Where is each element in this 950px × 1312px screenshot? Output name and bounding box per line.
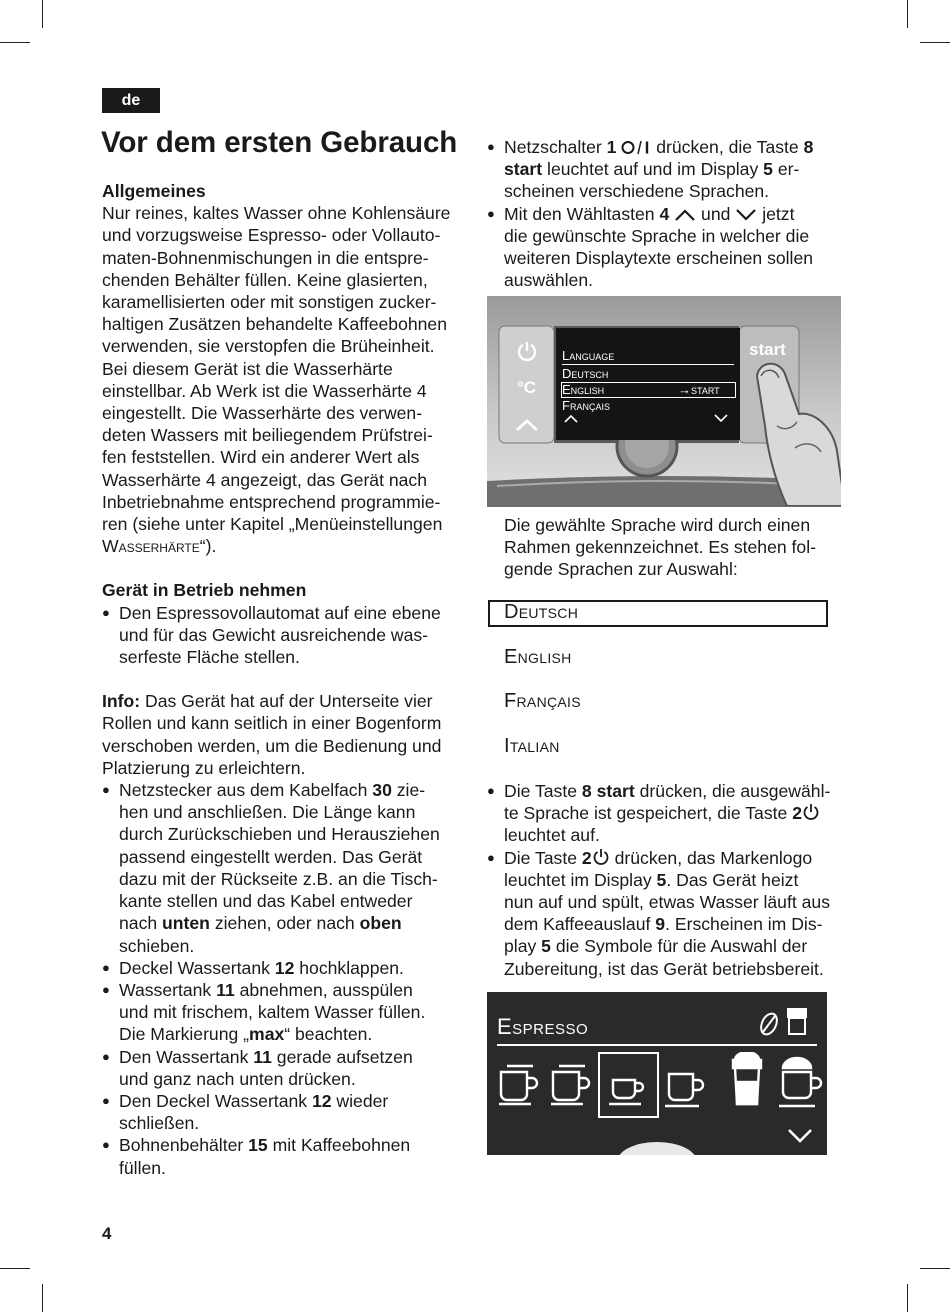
text-line: Nur reines, kaltes Wasser ohne Kohlensäure — [102, 203, 451, 224]
power-button-icon[interactable] — [516, 340, 538, 362]
list-item: ● Bohnenbehälter 15 mit Kaffeebohnen füllen. — [102, 1134, 467, 1178]
left-column — [102, 180, 467, 1179]
language-option[interactable]: English — [504, 646, 572, 668]
menu-divider — [562, 364, 734, 365]
display-divider — [497, 1044, 817, 1046]
screen-down-icon — [714, 414, 728, 423]
screen-up-icon — [564, 414, 578, 423]
start-button[interactable]: start — [749, 340, 786, 359]
menu-item[interactable]: Français — [562, 398, 610, 413]
display-title: Espresso — [497, 1014, 589, 1039]
list-item: ● Den Deckel Wassertank 12 wieder schließen. — [102, 1090, 467, 1134]
power-icon — [802, 803, 820, 821]
cappuccino-cup-icon[interactable] — [779, 1058, 821, 1106]
text-line: gende Sprachen zur Auswahl: — [504, 559, 738, 580]
text-line: einstellbar. Ab Werk ist die Wasserhärte 4 — [102, 380, 427, 401]
text-line: Wasserhärte“). — [102, 536, 217, 557]
text-line: Bei diesem Gerät ist die Wasserhärte — [102, 358, 393, 379]
section-heading: Gerät in Betrieb nehmen — [102, 580, 307, 601]
info-paragraph: Info: Das Gerät hat auf der Unterseite vier — [102, 691, 433, 712]
text-line: kante stellen und das Kabel entweder — [119, 891, 413, 912]
temperature-button[interactable]: °C — [517, 378, 537, 397]
chevron-down-icon — [735, 208, 757, 222]
double-cup-icon[interactable] — [499, 1066, 537, 1104]
list-item: ● Netzschalter 1 drücken, die Taste 8 start leuchtet auf und im Display 5 er- scheinen verschiedene Sprachen. — [487, 136, 847, 203]
right-column-top — [487, 136, 847, 291]
section-heading: Allgemeines — [102, 181, 206, 201]
text-line: verwenden, sie verstopfen die Brüheinheit. — [102, 336, 435, 357]
list-item: ● Mit den Wähltasten 4 und jetzt die gewünschte Sprache in welcher die weiteren Displaytexte erscheinen sollen auswählen. — [487, 203, 847, 292]
list-item: ● Wassertank 11 abnehmen, ausspülen und mit frischem, kaltem Wasser füllen. Die Markierung „max“ beachten. — [102, 979, 467, 1046]
latte-glass-icon[interactable] — [733, 1052, 761, 1104]
double-cup-icon[interactable] — [551, 1066, 589, 1104]
text-line: ● Den Espressovollautomat auf eine ebene — [119, 602, 441, 623]
language-option[interactable]: Italian — [504, 735, 560, 757]
beverage-display — [487, 992, 827, 1155]
menu-item[interactable]: Deutsch — [562, 366, 609, 381]
crop-mark — [907, 1284, 908, 1312]
text-line: maten-Bohnenmischungen in die entspre- — [102, 247, 429, 268]
page-number: 4 — [102, 1224, 112, 1243]
text-line: fen feststellen. Wird ein anderer Wert als — [102, 447, 420, 468]
text-line: durch Zurückschieben und Herausziehen — [119, 824, 440, 845]
list-item: ● Die Taste 8 start drücken, die ausgewähl- te Sprache ist gespeichert, die Taste 2 leuchtet auf. — [487, 780, 852, 847]
chevron-up-icon — [674, 208, 696, 222]
crop-mark — [907, 0, 908, 28]
text-line: deten Wassers mit beiliegendem Prüfstrei- — [102, 425, 433, 446]
menu-heading: Language — [562, 348, 615, 363]
text-line: hen und anschließen. Die Länge kann — [119, 802, 416, 823]
text-line: verschoben werden, um die Bedienung und — [102, 735, 442, 756]
text-line: dazu mit der Rückseite z.B. an die Tisch- — [119, 868, 438, 889]
cup-size-icon — [785, 1006, 809, 1036]
menu-item-selected[interactable]: English — [562, 382, 605, 397]
finger-icon — [737, 356, 841, 506]
text-line: Rahmen gekennzeichnet. Es stehen fol- — [504, 537, 816, 558]
power-switch-icon — [621, 140, 651, 155]
start-hint: →start — [678, 382, 720, 397]
water-hardness-ref: Wasserhärte — [102, 536, 200, 557]
text-line: auswählen. — [504, 270, 594, 291]
page-title: Vor dem ersten Gebrauch — [101, 126, 458, 159]
crop-mark — [42, 0, 43, 28]
list-item: ● Netzstecker aus dem Kabelfach 30 zie- hen und anschließen. Die Länge kann durch Zurückschieben und Herausziehen passend eingestellt werden. Das Gerät dazu mit der Rückseite z.B. an die Tisch- kante stellen und das Kabel entweder nach unten ziehen, oder nach oben schieben. — [102, 779, 467, 957]
up-button-icon[interactable] — [515, 418, 539, 432]
text-line: Inbetriebnahme entsprechend programmie- — [102, 491, 441, 512]
text-line: und für das Gewicht ausreichende was- — [119, 624, 429, 645]
general-paragraph — [102, 202, 467, 535]
text-line: passend eingestellt werden. Das Gerät — [119, 846, 423, 867]
crop-mark — [42, 1284, 43, 1312]
text-line: serfeste Fläche stellen. — [119, 647, 300, 668]
crop-mark — [0, 1268, 30, 1269]
text-line: weiteren Displaytexte erscheinen sollen — [504, 248, 814, 269]
text-line: Rollen und kann seitlich in einer Bogenform — [102, 713, 442, 734]
bean-icon — [757, 1010, 781, 1038]
right-column-bottom — [487, 780, 852, 980]
text-line: haltigen Zusätzen behandelte Kaffeebohnen — [102, 314, 447, 335]
language-tag: de — [102, 88, 160, 113]
caption — [504, 514, 849, 581]
text-line: Die gewählte Sprache wird durch einen — [504, 515, 811, 535]
crop-mark — [0, 42, 30, 43]
text-line: eingestellt. Die Wasserhärte des verwen- — [102, 403, 423, 424]
list-item — [102, 602, 467, 669]
scroll-down-icon[interactable] — [787, 1128, 813, 1144]
crop-mark — [920, 1268, 950, 1269]
power-icon — [592, 848, 610, 866]
text-line: und vorzugsweise Espresso- oder Vollauto- — [102, 225, 441, 246]
language-option[interactable]: Deutsch — [504, 601, 579, 623]
text-line: Wasserhärte 4 angezeigt, das Gerät nach — [102, 469, 428, 490]
text-line: Platzierung zu erleichtern. — [102, 757, 306, 778]
list-item: ● Die Taste 2 drücken, das Markenlogo leuchtet im Display 5. Das Gerät heizt nun auf und spült, etwas Wasser läuft aus dem Kaffeeauslauf 9. Erscheinen im Dis- play 5 die Symbole für die Auswahl der Zubereitung, ist das Gerät betriebsbereit. — [487, 847, 852, 980]
display-dial — [617, 1142, 697, 1155]
espresso-cup-icon[interactable] — [609, 1080, 643, 1104]
coffee-cup-icon[interactable] — [665, 1074, 703, 1106]
text-line: karamellisierten oder mit sonstigen zucker- — [102, 292, 437, 313]
language-menu-screen — [556, 328, 740, 440]
language-option[interactable]: Français — [504, 690, 581, 712]
text-line: chenden Behälter füllen. Keine glasierten, — [102, 269, 428, 290]
crop-mark — [920, 42, 950, 43]
list-item: ● Deckel Wassertank 12 hochklappen. — [102, 957, 467, 979]
list-item: ● Den Wassertank 11 gerade aufsetzen und ganz nach unten drücken. — [102, 1046, 467, 1090]
text-line: die gewünschte Sprache in welcher die — [504, 225, 810, 246]
text-line: ren (siehe unter Kapitel „Menüeinstellungen — [102, 514, 443, 535]
